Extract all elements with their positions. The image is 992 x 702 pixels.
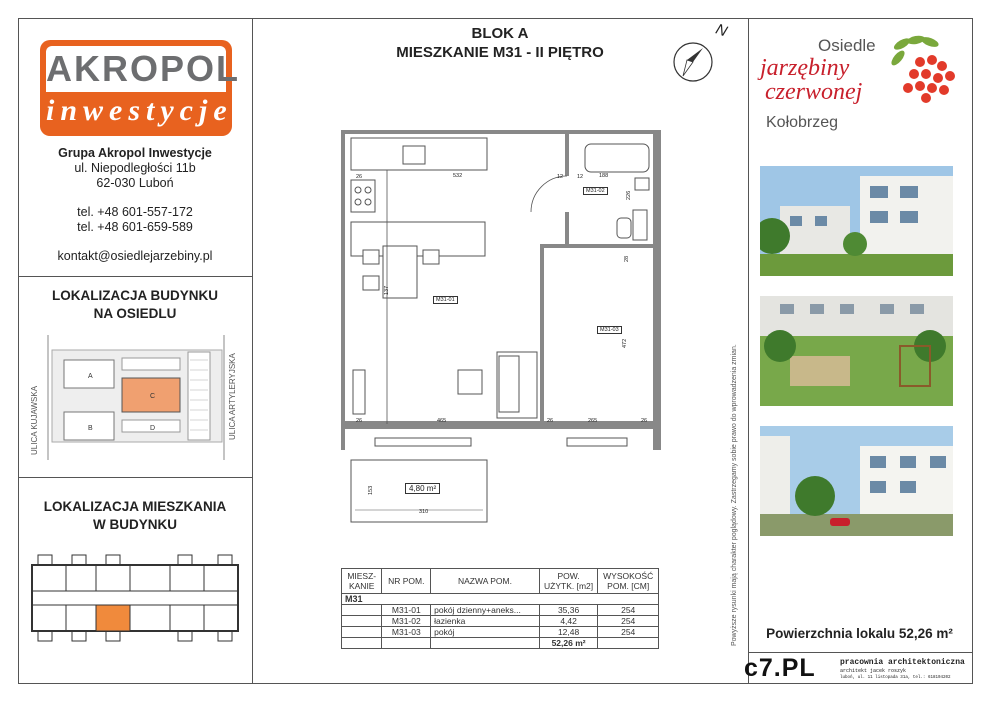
photo-2: [760, 296, 953, 406]
street-left-label: ULICA KUJAWSKA: [30, 385, 39, 455]
th-apartment: MIESZ- KANIE: [342, 569, 382, 594]
dim-bath-h: 226: [626, 190, 632, 200]
street-right-label: ULICA ARTYLERYJSKA: [228, 353, 237, 440]
phone-2[interactable]: tel. +48 601-659-589: [77, 220, 193, 234]
tag-m31-01: M31-01: [433, 296, 458, 304]
dim-kitchen-wall: 532: [453, 173, 463, 179]
brand-line1: Osiedle: [818, 36, 876, 55]
cell-height: 254: [598, 605, 659, 616]
cell-name: pokój dzienny+aneks...: [431, 605, 540, 616]
building-label-d: D: [150, 425, 156, 432]
dim-wall-a: 26: [356, 174, 363, 180]
architect-line3: luboń, ul. 11 listopada 31a, tel.: 618104202: [840, 676, 951, 680]
dim-side-mid: 137: [384, 285, 390, 295]
building-floor-plan: [28, 553, 244, 645]
cell-empty: [342, 616, 382, 627]
cell-height: 254: [598, 627, 659, 638]
table-total: 52,26 m²: [539, 638, 598, 649]
tag-m31-03: M31-03: [597, 326, 622, 334]
th-height: WYSOKOŚĆ POM. [CM]: [598, 569, 659, 594]
architect-logo: c7.PL: [744, 654, 816, 682]
architect-line2: architekt jacek roszyk: [840, 668, 907, 674]
th-nr: NR POM.: [382, 569, 431, 594]
balcony-area-tag: 4,80 m²: [405, 483, 440, 494]
company-name: Grupa Akropol Inwestycje: [58, 146, 212, 160]
building-label-c: C: [150, 393, 156, 400]
rowan-berries-icon: [890, 34, 960, 108]
logo-top-text: AKROPOL: [46, 46, 226, 92]
brand-line3: czerwonej: [765, 79, 863, 105]
dim-balcony-w: 310: [419, 509, 429, 515]
divider-h3: [748, 652, 973, 653]
divider-left: [252, 18, 253, 684]
dim-left-w: 465: [437, 418, 447, 424]
table-row: [342, 594, 659, 605]
cell-empty: [598, 638, 659, 649]
north-label: N: [713, 20, 730, 41]
table-apartment: M31: [342, 594, 659, 605]
divider-right: [748, 18, 749, 684]
cell-height: 254: [598, 616, 659, 627]
location-building-title: [24, 287, 246, 323]
cell-nr: M31-03: [382, 627, 431, 638]
divider-h1: [18, 276, 252, 277]
dim-wall-f: 26: [547, 418, 554, 424]
block-label: BLOK A: [471, 25, 529, 42]
dim-wall-e: 28: [624, 255, 630, 262]
building-label-b: B: [88, 425, 93, 432]
company-phones: [24, 205, 246, 235]
table-row: [342, 638, 659, 649]
company-street: ul. Niepodległości 11b: [74, 161, 196, 175]
cell-empty: [342, 638, 382, 649]
cell-nr: M31-01: [382, 605, 431, 616]
company-city: 62-030 Luboń: [96, 176, 174, 190]
cell-name: łazienka: [431, 616, 540, 627]
cell-area: 12,48: [539, 627, 598, 638]
architect-line1: pracownia architektoniczna: [840, 658, 965, 667]
photo-3: [760, 426, 953, 536]
location-apartment-line2: W BUDYNKU: [93, 517, 177, 532]
site-plan: [28, 330, 244, 465]
cell-empty: [431, 638, 540, 649]
dim-wall-g: 26: [641, 418, 648, 424]
cell-area: 4,42: [539, 616, 598, 627]
dim-right-w: 265: [588, 418, 598, 424]
location-apartment-title: [24, 498, 246, 534]
th-name: NAZWA POM.: [431, 569, 540, 594]
table-row: [342, 605, 659, 616]
company-address: [24, 146, 246, 191]
cell-empty: [342, 627, 382, 638]
dim-balcony-h: 153: [368, 485, 374, 495]
apartment-label: MIESZKANIE M31 - II PIĘTRO: [396, 44, 604, 61]
divider-h2: [18, 477, 252, 478]
brand-line4: Kołobrzeg: [766, 114, 839, 131]
cell-nr: M31-02: [382, 616, 431, 627]
tag-m31-02: M31-02: [583, 187, 608, 195]
table-header-row: [342, 569, 659, 594]
phone-1[interactable]: tel. +48 601-557-172: [77, 205, 193, 219]
table-row: [342, 616, 659, 627]
location-building-line1: LOKALIZACJA BUDYNKU: [52, 288, 218, 303]
brand-line2: jarzębiny: [760, 55, 850, 81]
photo-1: [760, 166, 953, 276]
company-email[interactable]: kontakt@osiedlejarzebiny.pl: [57, 249, 213, 263]
th-area: POW. UŻYTK. [m2]: [539, 569, 598, 594]
dim-wall-d: 26: [356, 418, 363, 424]
dim-right-h: 472: [622, 338, 628, 348]
table-row: [342, 627, 659, 638]
rooms-table: [341, 568, 659, 649]
cell-empty: [342, 605, 382, 616]
cell-name: pokój: [431, 627, 540, 638]
dim-bath-w: 188: [599, 173, 609, 179]
location-apartment-line1: LOKALIZACJA MIESZKANIA: [43, 499, 227, 514]
akropol-logo: [40, 40, 240, 136]
north-arrow-icon: [665, 28, 737, 100]
location-building-line2: NA OSIEDLU: [93, 306, 177, 321]
dim-wall-b: 12: [557, 174, 564, 180]
building-label-a: A: [88, 373, 93, 380]
cell-empty: [382, 638, 431, 649]
logo-bottom-text: inwestycje: [46, 94, 233, 127]
apartment-surface: Powierzchnia lokalu 52,26 m²: [766, 626, 953, 641]
dim-wall-c: 12: [577, 174, 584, 180]
disclaimer: Powyższe rysunki mają charakter poglądowy. Zastrzegamy sobie prawo do wprowadzenia zmian.: [731, 344, 738, 646]
cell-area: 35,36: [539, 605, 598, 616]
